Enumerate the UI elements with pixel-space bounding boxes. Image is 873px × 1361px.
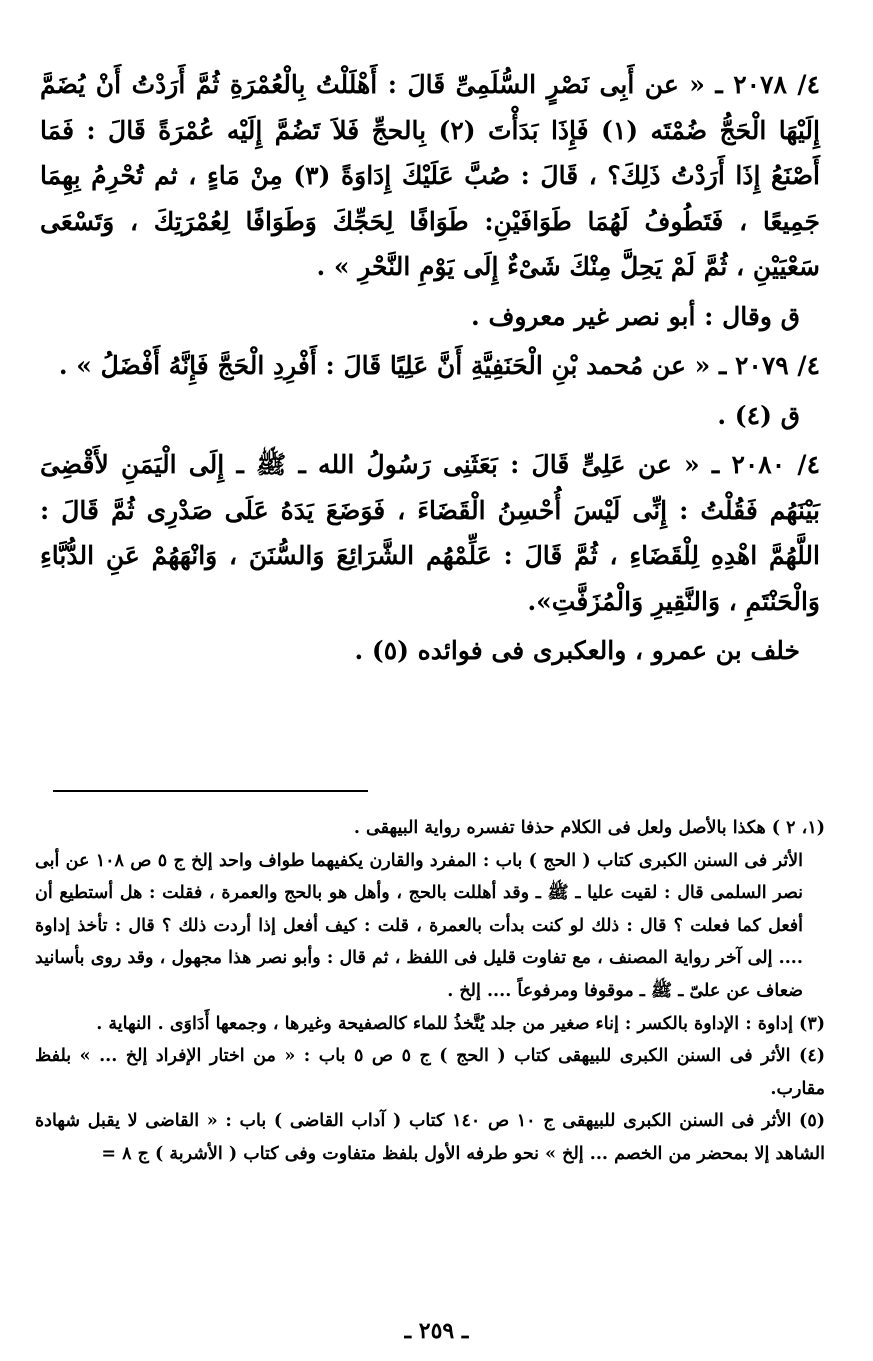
hadith-source-2079: ق (٤) . <box>717 400 800 430</box>
main-text <box>40 62 820 674</box>
hadith-source-2078: ق وقال : أبو نصر غير معروف . <box>471 301 800 331</box>
footnote-3: (٣) إداوة : الإداوة بالكسر : إناء صغير من جلد يُتَّخذُ للماء كالصفيحة وغيرها ، وجمعها أَدَاوَى . النهاية . <box>96 1013 825 1034</box>
footnote-5: (٥) الأثر فى السنن الكبرى للبيهقى ج ١٠ ص ١٤٠ كتاب ( آداب القاضى ) باب : « القاضى لا يقبل شهادة الشاهد إلا بمحضر من الخصم ... إلخ » نحو طرفه الأول بلفظ متفاوت وفى كتاب ( الأشربة ) ج ٨ = <box>35 1111 825 1164</box>
hadith-entry-2079: ٤/ ٢٠٧٩ ـ « عن مُحمد بْنِ الْحَنَفِيَّةِ أَنَّ عَلِيًا قَالَ : أَفْرِدِ الْحَجَّ فَإِنَّهُ أَفْضَلُ » . <box>58 351 820 380</box>
hadith-entry-2078: ٤/ ٢٠٧٨ ـ « عن أَبِى نَصْرٍ السُّلَمِىِّ قَالَ : أَهْلَلْتُ بِالْعُمْرَةِ ثُمَّ أَرَدْتُ أَنْ يُضَمَّ إِلَيْهَا الْحَجُّ ضُمْتَه (١) فَإِذَا بَدَأْتَ (٢) بِالحجِّ فَلاَ تَضُمَّ إِلَيْه عُمْرَةً قَالَ : فَمَا أَصْنَعُ إِذَا أَرَدْتُ ذَلِكَ؟ ، قَالَ : صُبَّ عَلَيْكَ إِدَاوَةً (٣) مِنْ مَاءٍ ، ثم تُحْرِمُ بِهِمَا جَمِيعًا ، فَتَطُوفُ لَهُمَا طَوَافَيْنِ: طَوَافًا لِحَجِّكَ وَطَوَافًا لِعُمْرَتِكَ ، وَتَسْعَى سَعْيَيْنِ ، ثُمَّ لَمْ يَحِلَّ مِنْكَ شَىْءٌ إِلَى يَوْمِ النَّحْرِ » . <box>40 70 821 281</box>
footnote-4: (٤) الأثر فى السنن الكبرى للبيهقى كتاب ( الحج ) ج ٥ ص ٥ باب : « من اختار الإفراد إلخ ... » بلفظ مقارب. <box>35 1046 826 1099</box>
page-number: ـ ٢٥٩ ـ <box>404 1318 469 1344</box>
hadith-source-2080: خلف بن عمرو ، والعكبرى فى فوائده (٥) . <box>354 636 800 665</box>
footnote-separator <box>53 790 368 792</box>
footnote-1-2: (١، ٢ ) هكذا بالأصل ولعل فى الكلام حذفا تفسره رواية البيهقى . <box>353 818 825 838</box>
footnotes <box>35 812 825 1171</box>
hadith-entry-2080: ٤/ ٢٠٨٠ ـ « عن عَلِىٍّ قَالَ : بَعَثَنِى رَسُولُ الله ـ ﷺ ـ إِلَى الْيَمَنِ لأَقْضِىَ بَيْنَهُم فَقُلْتُ : إِنِّى لَيْسَ أُحْسِنُ الْقَضَاءَ ، فَوَضَعَ يَدَهُ عَلَى صَدْرِى ثُمَّ قَالَ : اللَّهُمَّ اهْدِهِ لِلْقَضَاءِ ، ثُمَّ قَالَ : عَلِّمْهُم الشَّرَائِعَ وَالسُّنَنَ ، وَانْهَهُمْ عَنِ الدُّبَّاءِ وَالْحَنْتَمِ ، وَالنَّقِيرِ وَالْمُزَفَّتِ». <box>40 450 820 616</box>
footnote-1-2-detail: الأثر فى السنن الكبرى كتاب ( الحج ) باب : المفرد والقارن يكفيهما طواف واحد إلخ ج ٥ ص ١٠٨ عن أبى نصر السلمى قال : لقيت عليا ـ ﷺ ـ وقد أهللت بالحج ، وأهل هو بالحج والعمرة ، فقلت : هل أستطيع أن أفعل كما فعلت ؟ قال : ذلك لو كنت بدأت بالعمرة ، قلت : كيف أفعل إذا أردت ذلك ؟ قال : تأخذ إداوة .... إلى آخر رواية المصنف ، مع تفاوت قليل فى اللفظ ، ثم قال : وأبو نصر هذا مجهول ، وقد روى بأسانيد ضعاف عن علىّ ـ ﷺ ـ موقوفا ومرفوعاً .... إلخ . <box>35 850 803 1001</box>
